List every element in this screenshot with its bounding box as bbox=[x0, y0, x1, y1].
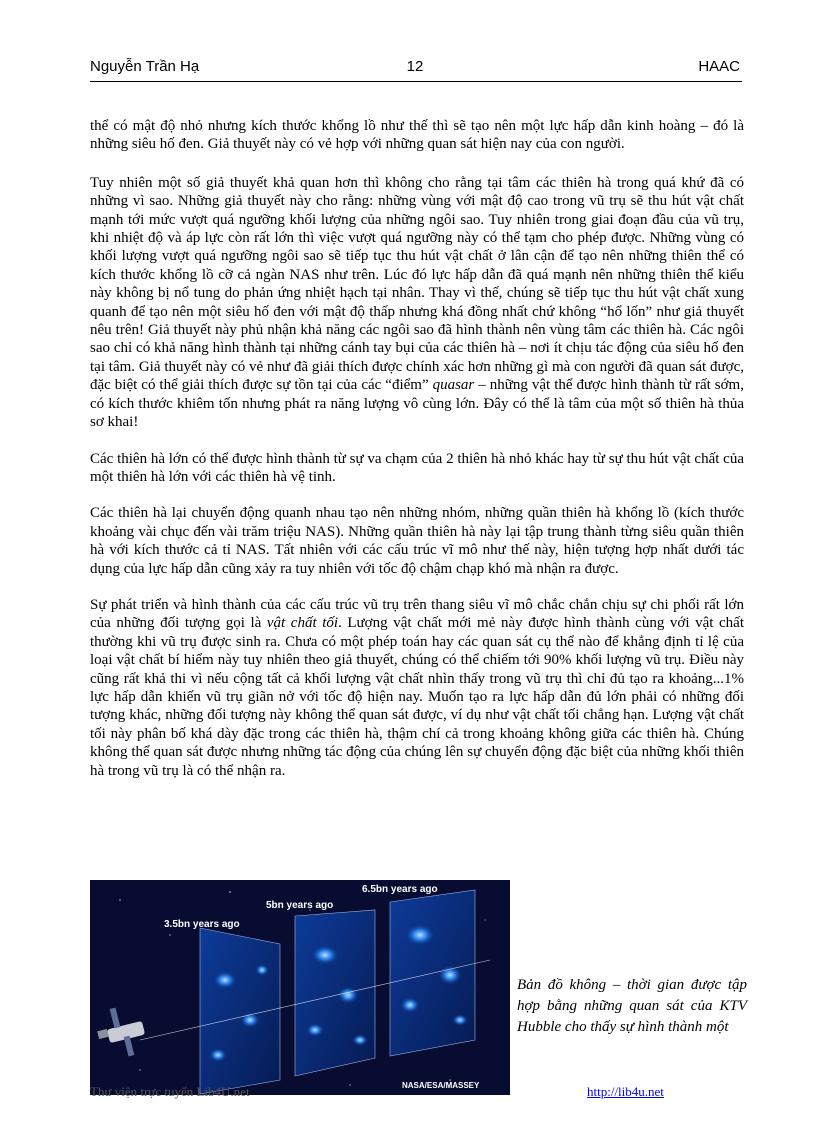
figure-illustration bbox=[90, 880, 510, 1095]
figure-caption: Bản đồ không – thời gian được tập hợp bằng những quan sát của KTV Hubble cho thấy sự hình thành một bbox=[517, 977, 747, 1035]
label-5bn: 5bn years ago bbox=[266, 900, 334, 911]
document-body bbox=[90, 117, 744, 798]
paragraph-text: Sự phát triển và hình thành của các cấu trúc vũ trụ trên thang siêu vĩ mô chắc chắn chịu sự chi phối rất lớn của những đối tượng gọi là bbox=[90, 596, 744, 632]
paragraph bbox=[90, 596, 744, 780]
paragraph-text: Các thiên hà lại chuyển động quanh nhau tạo nên những nhóm, những quần thiên hà khổng lồ (kích thước khoảng vài chục đến vài trăm triệu NAS). Những quần thiên hà này lại tập trung thành từng siêu quần thiên hà với kích thước cả tỉ NAS. Tất nhiên với các cấu trúc vĩ mô như thế này, hiện tượng hợp nhất dưới tác dụng của lực hấp dẫn cũng xảy ra tuy nhiên với tốc độ chậm chạp khó mà nhận ra được. bbox=[90, 505, 744, 577]
italic-term: quasar bbox=[432, 377, 475, 394]
header-org: HAAC bbox=[698, 58, 740, 75]
paragraph-text: Các thiên hà lớn có thể được hình thành từ sự va chạm của 2 thiên hà nhỏ khác hay từ sự thu hút vật chất của một thiên hà lớn với các thiên hà vệ tinh. bbox=[90, 450, 744, 485]
italic-term: vật chất tối bbox=[266, 615, 339, 632]
header-rule bbox=[90, 81, 742, 82]
paragraph bbox=[90, 117, 744, 154]
label-6-5bn: 6.5bn years ago bbox=[362, 884, 438, 895]
paragraph bbox=[90, 504, 744, 578]
footer-library: Thư viện trực tuyến Lib4U.net bbox=[90, 1084, 250, 1099]
paragraph-text: – những vật thể được hình thành từ rất sớm, có kích thước khiêm tốn nhưng phát ra năng lượng vô cùng lớn. Đây có thể là tâm của một số thiên hà thủa sơ khai! bbox=[90, 377, 744, 431]
page-header bbox=[90, 56, 740, 80]
paragraph bbox=[90, 174, 744, 432]
footer-link[interactable]: http://lib4u.net bbox=[587, 1084, 664, 1099]
map-panel-2 bbox=[295, 910, 375, 1076]
paragraph-text: thể có mật độ nhỏ nhưng kích thước khổng lồ như thế thì sẽ tạo nên một lực hấp dẫn kinh hoàng – đó là những siêu hố đen. Giả thuyết này có vẻ hợp với những quan sát hiện nay của con người. bbox=[90, 118, 744, 153]
figure-credit: NASA/ESA/MASSEY bbox=[402, 1081, 480, 1090]
hubble-dark-matter-figure bbox=[90, 880, 510, 1095]
page-number: 12 bbox=[406, 58, 424, 75]
header-author: Nguyễn Trần Hạ bbox=[90, 58, 200, 75]
paragraph bbox=[90, 450, 744, 487]
paragraph-text: . Lượng vật chất mới mẻ này được hình thành cùng với vật chất thường khi vũ trụ được sinh ra. Chưa có một phép toán hay các quan sát cụ thể nào để khẳng định tỉ lệ của loại vật chất bí hiểm này tuy nhiên theo giả thuyết, chúng có thể chiếm tới 90% khối lượng vũ trụ. Điều này cũng rất khả thi vì nếu cộng tất cả khối lượng vật chất nhìn thấy trong vũ trụ thì chỉ đủ tạo ra khoảng...1% lực hấp dẫn khiến vũ trụ giãn nở với tốc độ hiện nay. Muốn tạo ra lực hấp dẫn đủ lớn phải có những đối tượng khác, những đối tượng này không thể quan sát được, ví dụ như vật chất tối chẳng hạn. Lượng vật chất tối này phân bố khá dày đặc trong các thiên hà, thậm chí cả trong khoảng không giữa các thiên hà. Chúng không thể quan sát được nhưng những tác động của chúng lên sự chuyển động đặc biệt của những khối thiên hà trong vũ trụ là có thể nhận ra. bbox=[90, 615, 744, 779]
paragraph-text: Tuy nhiên một số giả thuyết khả quan hơn thì không cho rằng tại tâm các thiên hà trong quá khứ đã có những vì sao. Những giả thuyết này cho rằng: những vùng với mật độ cao trong vũ trụ sẽ thu hút vật chất mạnh tới mức vượt quá ngưỡng khối lượng của những ngôi sao. Tuy nhiên trong giai đoạn đầu của vũ trụ, khi nhiệt độ và áp lực còn rất lớn thì việc vượt quá ngưỡng này có thể tạm cho phép được. Những vùng có khối lượng vượt quá ngưỡng ngôi sao sẽ tiếp tục thu hút vật chất ở lân cận để tạo nên những thiên thể có kích thước khổng lồ cỡ cả ngàn NAS như trên. Lúc đó lực hấp dẫn đã quá mạnh nên những thiên thể kiểu này không bị nổ tung do phản ứng nhiệt hạch tại nhân. Thay vì thế, chúng sẽ tiếp tục thu hút vật chất xung quanh để tạo nên một siêu hố đen với mật độ thấp nhưng khá đồng nhất chứ không “hổ lốn” như giả thuyết nêu trên! Giả thuyết này phủ nhận khả năng các ngôi sao đã hình thành nên vùng tâm các thiên hà. Các ngôi sao chỉ có khả năng hình thành tại những cánh tay bụi của các thiên hà – nơi ít chịu tác động của siêu hố đen tại tâm. Giả thuyết này có vẻ như đã giải thích được chính xác hơn những gì mà con người đã quan sát được, đặc biệt có thể giải thích được sự tồn tại của các “điểm” bbox=[90, 174, 744, 394]
label-3-5bn: 3.5bn years ago bbox=[164, 919, 240, 930]
